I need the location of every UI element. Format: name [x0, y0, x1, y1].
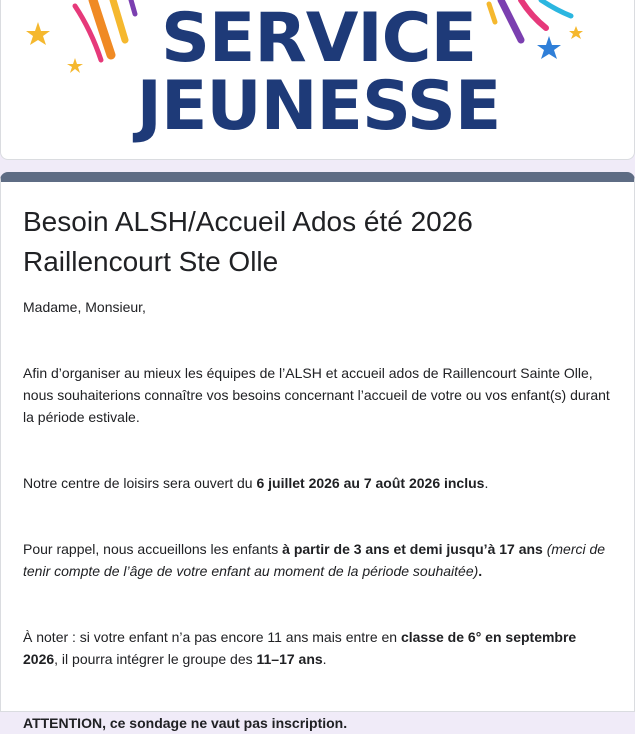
form-title-line1: Besoin ALSH/Accueil Ados été 2026	[23, 206, 473, 237]
opening-text: Notre centre de loisirs sera ouvert du 6 juillet 2026 au 7 août 2026 inclus.	[23, 475, 489, 491]
note-text: À noter : si votre enfant n’a pas encore 11 ans mais entre en classe de 6° en septembre 2026, il pourra intégrer le groupe des 11–17 ans.	[23, 629, 577, 667]
form-title	[23, 202, 612, 282]
form-header-card	[0, 172, 635, 731]
greeting-text: Madame, Monsieur,	[23, 299, 146, 315]
reminder-text: Pour rappel, nous accueillons les enfants à partir de 3 ans et demi jusqu’à 17 ans (merci de tenir compte de l’âge de votre enfant au moment de la période souhaitée).	[23, 541, 606, 579]
reminder-note: (merci de tenir compte de l’âge de votre enfant au moment de la période souhaitée)	[23, 541, 606, 579]
form-title-line2: Raillencourt Ste Olle	[23, 246, 279, 277]
note-class: classe de 6° en septembre 2026	[23, 629, 577, 667]
logo-line-service: SERVICE	[160, 0, 477, 78]
intro-text: Afin d’organiser au mieux les équipes de l’ALSH et accueil ados de Raillencourt Sainte Olle, nous souhaiterions connaître vos besoins concernant l’accueil de votre ou vos enfant(s) durant la période estivale.	[23, 365, 610, 425]
header-banner	[0, 0, 635, 160]
logo-line-jeunesse: JEUNESSE	[136, 67, 501, 146]
opening-dates: 6 juillet 2026 au 7 août 2026 inclus	[256, 475, 485, 491]
warning-text: ATTENTION, ce sondage ne vaut pas inscription.	[23, 715, 348, 731]
reminder-ages: à partir de 3 ans et demi jusqu’à 17 ans	[282, 541, 543, 557]
note-group: 11–17 ans	[256, 651, 323, 667]
form-description	[23, 296, 612, 734]
